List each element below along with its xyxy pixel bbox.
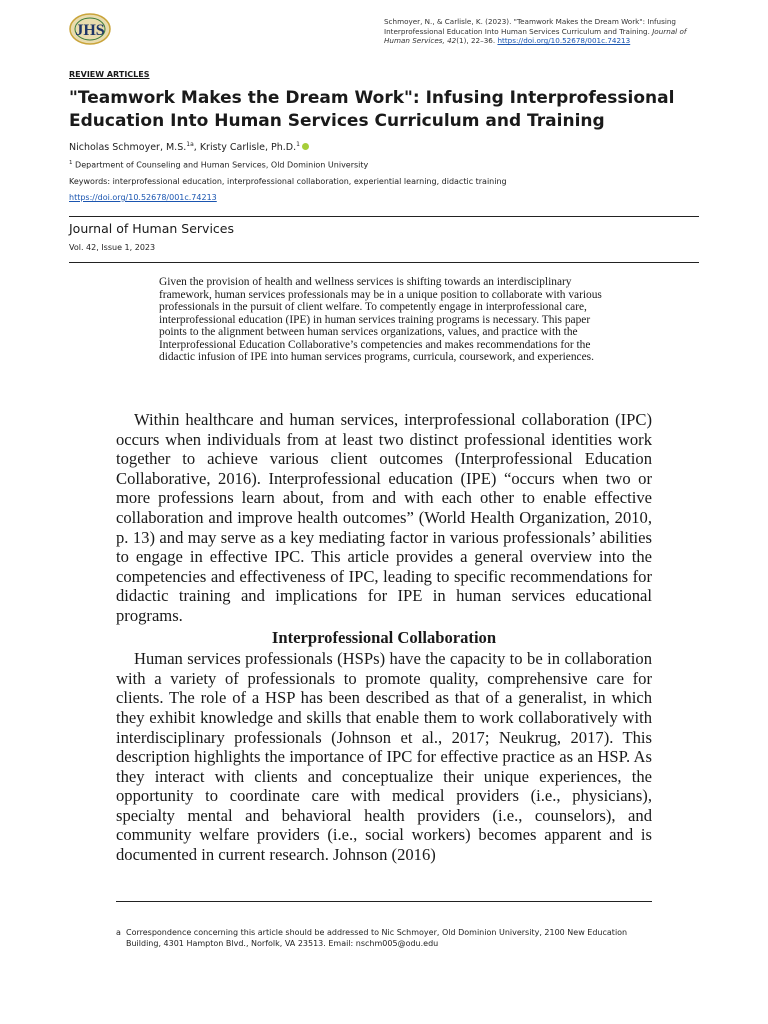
article-body [116, 410, 652, 865]
abstract: Given the provision of health and wellness services is shifting towards an interdisciplinary framework, human services professionals may be in a unique position to collaborate with various professionals in the pursuit of client welfare. To competently engage in interprofessional care, interprofessional education (IPE) in human services training programs is necessary. This paper points to the alignment between human services organizations, values, and practice with the Interprofessional Education Collaborative’s competencies and makes recommendations for the didactic infusion of IPE into human services programs, curricula, coursework, and experiences. [159, 276, 602, 363]
logo-lettering: JHS [75, 22, 105, 39]
body-paragraph: Within healthcare and human services, interprofessional collaboration (IPC) occurs when individuals from at least two distinct professional identities work together to achieve various client outcomes (Interprofessional Education Collaborative, 2016). Interprofessional education (IPE) “occurs when two or more professions learn about, from and with each other to enable effective collaboration and improve health outcomes” (World Health Organization, 2010, p. 13) and may serve as a key mediating factor in various professionals’ abilities to engage in effective IPC. This article provides a general overview into the competencies and effectiveness of IPC, leading to specific recommendations for didactic training and implications for IPE in human services educational programs. [116, 410, 652, 625]
author-name: Nicholas Schmoyer, M.S. [69, 142, 187, 154]
keywords: Keywords: interprofessional education, interprofessional collaboration, experiential learning, didactic training [69, 177, 507, 186]
author-affiliation-mark: 1 [296, 141, 300, 148]
article-title: "Teamwork Makes the Dream Work": Infusing Interprofessional Education Into Human Services Curriculum and Training [69, 88, 675, 131]
journal-volume: Vol. 42, Issue 1, 2023 [69, 243, 156, 252]
author-separator: , [193, 142, 200, 154]
author-list [69, 141, 309, 153]
footnote-mark: a [116, 928, 121, 937]
citation-pages: (1), 22–36. [456, 36, 498, 46]
affiliation-mark: 1 [69, 160, 73, 166]
affiliation-text: Department of Counseling and Human Services, Old Dominion University [72, 160, 369, 170]
journal-name: Journal of Human Services [69, 221, 234, 236]
section-heading: Interprofessional Collaboration [271, 627, 497, 647]
affiliation [69, 160, 368, 170]
divider [69, 262, 699, 263]
orcid-icon[interactable] [302, 143, 309, 150]
author-affiliation-mark: 1a [186, 141, 194, 148]
footnote [116, 927, 656, 949]
author-name: Kristy Carlisle, Ph.D. [199, 142, 297, 154]
body-paragraph: Human services professionals (HSPs) have the capacity to be in collaboration with a variety of professionals to promote quality, comprehensive care for clients. The role of a HSP has been described as that of a generalist, in which they exhibit knowledge and skills that enable them to work collaboratively with interdisciplinary professionals (Johnson et al., 2017; Neukrug, 2017). This description highlights the importance of IPC for effective practice as an HSP. As they interact with clients and conceptualize their unique experiences, the opportunity to coordinate care with medical providers (i.e., physicians), specialty mental and behavioral health providers (i.e., counselors), and community welfare providers (i.e., social workers) becomes apparent and is documented in current research. Johnson (2016) [116, 649, 652, 865]
divider [69, 216, 699, 217]
citation-doi-link[interactable]: https://doi.org/10.52678/001c.74213 [497, 36, 631, 46]
citation-header [384, 17, 704, 46]
citation-journal: Journal of Human Services, 42 [384, 26, 687, 46]
doi-link[interactable]: https://doi.org/10.52678/001c.74213 [69, 193, 217, 202]
footnote-divider [116, 901, 652, 902]
section-label[interactable]: REVIEW ARTICLES [69, 70, 150, 79]
journal-logo [68, 12, 112, 46]
citation-text: Schmoyer, N., & Carlisle, K. (2023). "Teamwork Makes the Dream Work": Infusing Interprofessional Education Into Human Services Curriculum and Training. [384, 17, 676, 36]
footnote-text: Correspondence concerning this article should be addressed to Nic Schmoyer, Old Dominion University, 2100 New Education Building, 4301 Hampton Blvd., Norfolk, VA 23513. Email: nschm005@odu.edu [126, 928, 628, 948]
